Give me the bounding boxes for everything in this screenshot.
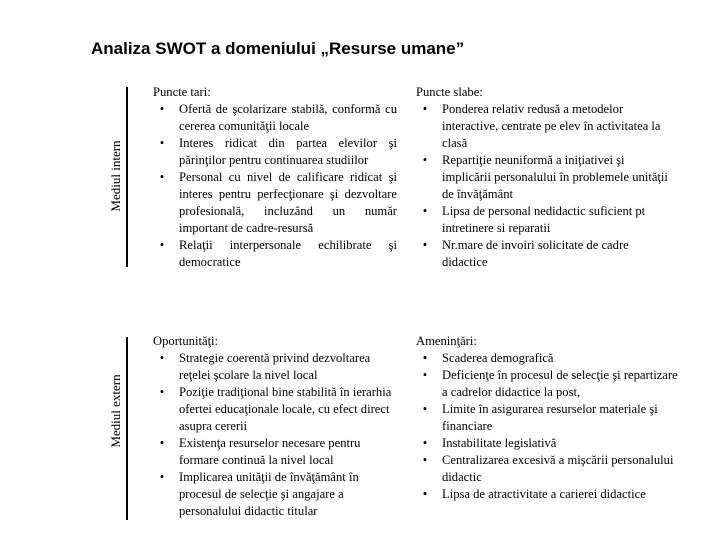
weaknesses-quadrant — [416, 84, 674, 271]
strengths-list — [153, 101, 397, 271]
list-item-text: Lipsa de personal nedidactic suficient pt intretinere si reparatii — [442, 204, 646, 235]
list-item — [416, 203, 674, 237]
bullet-icon: • — [422, 351, 428, 365]
weaknesses-heading: Puncte slabe: — [416, 85, 483, 99]
bullet-icon: • — [422, 402, 428, 416]
bullet-icon: • — [422, 368, 428, 382]
list-item-text: Strategie coerentă privind dezvoltarea reţelei şcolare la nivel local — [179, 351, 371, 382]
bullet-icon: • — [422, 487, 428, 501]
list-item — [153, 237, 397, 271]
list-item — [153, 469, 399, 520]
list-item-text: Limite în asigurarea resurselor materiale şi financiare — [442, 402, 658, 433]
bullet-icon: • — [422, 204, 428, 218]
list-item — [153, 135, 397, 169]
bullet-icon: • — [159, 102, 165, 116]
list-item — [153, 101, 397, 135]
bullet-icon: • — [422, 238, 428, 252]
list-item — [416, 350, 678, 367]
bullet-icon: • — [159, 385, 165, 399]
list-item-text: Scaderea demografică — [442, 351, 554, 365]
list-item — [416, 367, 678, 401]
bullet-icon: • — [159, 170, 165, 184]
bullet-icon: • — [422, 453, 428, 467]
bullet-icon: • — [422, 436, 428, 450]
list-item — [153, 384, 399, 435]
divider-extern — [126, 337, 128, 520]
list-item-text: Ofertă de şcolarizare stabilă, conformă cu cererea comunităţii locale — [179, 102, 397, 133]
list-item-text: Nr.mare de invoiri solicitate de cadre didactice — [442, 238, 629, 269]
list-item-text: Existenţa resurselor necesare pentru formare continuă la nivel local — [179, 436, 361, 467]
strengths-quadrant — [153, 84, 397, 271]
bullet-icon: • — [159, 351, 165, 365]
bullet-icon: • — [422, 153, 428, 167]
list-item-text: Relaţii interpersonale echilibrate şi democratice — [179, 238, 397, 269]
bullet-icon: • — [422, 102, 428, 116]
list-item — [416, 486, 678, 503]
list-item — [416, 101, 674, 152]
list-item — [416, 237, 674, 271]
weaknesses-list — [416, 101, 674, 271]
list-item-text: Implicarea unităţii de învăţământ în procesul de selecţie şi angajare a personalului didactic titular — [179, 470, 359, 518]
bullet-icon: • — [159, 436, 165, 450]
list-item-text: Centralizarea excesivă a mişcării personalului didactic — [442, 453, 674, 484]
list-item-text: Instabilitate legislativă — [442, 436, 557, 450]
list-item-text: Deficienţe în procesul de selecţie şi repartizare a cadrelor didactice la post, — [442, 368, 678, 399]
list-item — [416, 452, 678, 486]
list-item-text: Interes ridicat din partea elevilor şi părinţilor pentru continuarea studiilor — [179, 136, 397, 167]
opportunities-heading: Oportunităţi: — [153, 334, 219, 348]
page-title: Analiza SWOT a domeniului „Resurse umane” — [91, 39, 465, 58]
opportunities-quadrant — [153, 333, 399, 520]
list-item — [153, 350, 399, 384]
side-label-intern: Mediul intern — [108, 140, 123, 212]
list-item — [153, 435, 399, 469]
list-item — [153, 169, 397, 237]
list-item-text: Personal cu nivel de calificare ridicat şi interes pentru perfecţionare şi dezvoltare profesională, incluzând un număr important de cadre-resursă — [179, 170, 397, 235]
bullet-icon: • — [159, 136, 165, 150]
opportunities-list — [153, 350, 399, 520]
strengths-heading: Puncte tari: — [153, 85, 211, 99]
list-item-text: Lipsa de atractivitate a carierei didactice — [442, 487, 646, 501]
threats-heading: Ameninţări: — [416, 334, 477, 348]
list-item — [416, 435, 678, 452]
side-label-extern: Mediul extern — [108, 374, 123, 448]
threats-list — [416, 350, 678, 503]
list-item-text: Poziţie tradiţional bine stabilită în ierarhia ofertei educaţionale locale, cu efect direct asupra cererii — [179, 385, 392, 433]
list-item-text: Repartiţie neuniformă a iniţiativei şi implicării personalului în problemele unităţii de învăţământ — [442, 153, 668, 201]
list-item — [416, 152, 674, 203]
list-item-text: Ponderea relativ redusă a metodelor interactive, centrate pe elev în activitatea la clasă — [442, 102, 661, 150]
list-item — [416, 401, 678, 435]
divider-intern — [126, 87, 128, 267]
bullet-icon: • — [159, 470, 165, 484]
threats-quadrant — [416, 333, 678, 503]
bullet-icon: • — [159, 238, 165, 252]
